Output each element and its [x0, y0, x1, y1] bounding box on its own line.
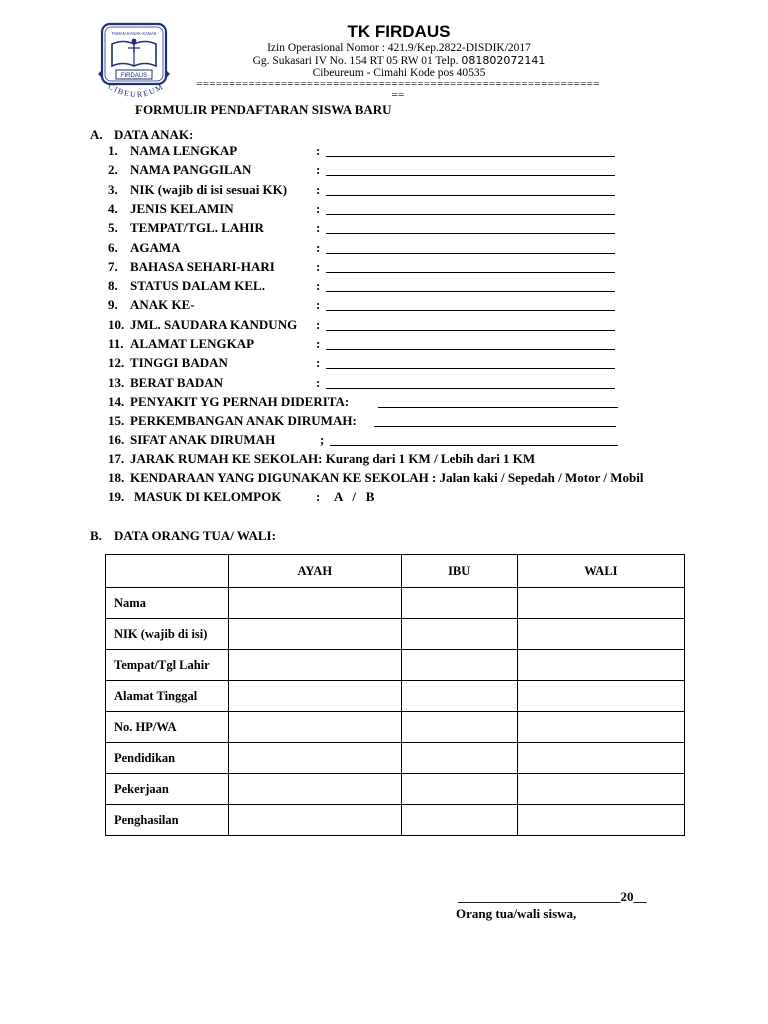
list-item-19	[108, 489, 375, 505]
item-label: PENYAKIT YG PERNAH DIDERITA:	[130, 394, 350, 409]
list-item-3	[108, 181, 321, 198]
phone-number: 081802072141	[461, 54, 546, 67]
cell-ayah[interactable]	[229, 712, 402, 743]
answer-line[interactable]	[326, 310, 615, 311]
cell-wali[interactable]	[517, 712, 684, 743]
answer-line[interactable]	[330, 445, 618, 446]
section-b-title	[90, 528, 276, 544]
answer-line[interactable]	[326, 233, 615, 234]
address-text: Gg. Sukasari IV No. 154 RT 05 RW 01 Telp.	[252, 55, 459, 67]
cell-wali[interactable]	[517, 650, 684, 681]
item-colon: :	[316, 355, 321, 371]
item-colon: :	[316, 374, 321, 390]
answer-line[interactable]	[326, 291, 615, 292]
school-city: Cibeureum - Cimahi Kode pos 40535	[312, 67, 486, 79]
item-number: 5.	[108, 220, 118, 236]
table-row	[106, 681, 685, 712]
list-item-16	[108, 432, 325, 448]
answer-line[interactable]	[326, 388, 615, 389]
answer-line[interactable]	[374, 426, 616, 427]
cell-ibu[interactable]	[401, 805, 517, 836]
item-number: 15.	[108, 413, 125, 428]
parent-data-table	[105, 554, 685, 836]
item-label: TEMPAT/TGL. LAHIR	[130, 220, 264, 236]
table-row	[106, 774, 685, 805]
answer-line[interactable]	[378, 407, 618, 408]
item-label: BAHASA SEHARI-HARI	[130, 258, 275, 274]
list-item-9	[108, 297, 321, 313]
answer-line[interactable]	[326, 156, 615, 157]
item-number: 7.	[108, 258, 118, 274]
list-item-17	[108, 451, 535, 467]
section-a-title	[90, 127, 193, 143]
logo-top-text: TAMAN KANAK-KANAK	[111, 31, 157, 36]
answer-line[interactable]	[326, 214, 615, 215]
item-number: 13.	[108, 374, 125, 390]
item-colon: :	[316, 162, 321, 178]
table-header-wali: WALI	[517, 555, 684, 588]
header-separator: ==============================================================	[196, 79, 600, 90]
table-row	[106, 650, 685, 681]
answer-line[interactable]	[326, 330, 615, 331]
table-row	[106, 805, 685, 836]
list-item-14	[108, 394, 349, 410]
row-label: NIK (wajib di isi)	[106, 619, 229, 650]
cell-ibu[interactable]	[401, 681, 517, 712]
answer-line[interactable]	[326, 195, 615, 196]
item-number: 6.	[108, 239, 118, 255]
item-colon: :	[316, 278, 321, 294]
item-number: 17.	[108, 451, 125, 466]
cell-wali[interactable]	[517, 805, 684, 836]
item-number: 19.	[108, 489, 125, 504]
cell-ayah[interactable]	[229, 743, 402, 774]
item-label: KENDARAAN YANG DIGUNAKAN KE SEKOLAH : Jalan kaki / Sepedah / Motor / Mobil	[130, 470, 644, 485]
cell-wali[interactable]	[517, 743, 684, 774]
row-label: Alamat Tinggal	[106, 681, 229, 712]
item-colon: :	[316, 220, 321, 236]
item-label: STATUS DALAM KEL.	[130, 278, 265, 294]
cell-ibu[interactable]	[401, 588, 517, 619]
list-item-15	[108, 413, 357, 429]
section-b-letter: B.	[90, 528, 102, 543]
item-colon: :	[316, 316, 321, 332]
table-header-row	[106, 555, 685, 588]
list-item-2	[108, 162, 321, 178]
cell-ibu[interactable]	[401, 650, 517, 681]
list-item-7	[108, 258, 321, 275]
cell-ibu[interactable]	[401, 619, 517, 650]
item-label: NAMA LENGKAP	[130, 143, 238, 158]
item-label: SIFAT ANAK DIRUMAH	[130, 432, 276, 447]
item-colon: :	[316, 258, 321, 274]
license-number: Izin Operasional Nomor : 421.9/Kep.2822-DISDIK/2017	[267, 42, 531, 54]
item-label: PERKEMBANGAN ANAK DIRUMAH:	[130, 413, 357, 428]
table-header-ibu: IBU	[401, 555, 517, 588]
item-colon: :	[316, 200, 321, 216]
cell-ibu[interactable]	[401, 774, 517, 805]
item-colon: :	[316, 336, 321, 351]
cell-ayah[interactable]	[229, 588, 402, 619]
group-options[interactable]: A / B	[334, 489, 375, 504]
item-label: JML. SAUDARA KANDUNG	[130, 316, 298, 332]
cell-ibu[interactable]	[401, 743, 517, 774]
list-item-13	[108, 374, 321, 391]
cell-ayah[interactable]	[229, 774, 402, 805]
school-logo	[90, 20, 182, 106]
section-b-heading: DATA ORANG TUA/ WALI:	[114, 528, 276, 543]
list-item-4	[108, 200, 321, 217]
item-number: 3.	[108, 181, 118, 197]
list-item-8	[108, 278, 321, 294]
item-label: JENIS KELAMIN	[130, 200, 234, 216]
logo-arc-text: CIBEUREUM	[106, 81, 166, 100]
cell-ayah[interactable]	[229, 619, 402, 650]
logo-band-text: FIRDAUS	[120, 73, 148, 79]
row-label: Tempat/Tgl Lahir	[106, 650, 229, 681]
item-number: 10.	[108, 316, 125, 332]
item-label: ALAMAT LENGKAP	[130, 336, 255, 351]
item-colon: :	[316, 181, 321, 197]
item-label: AGAMA	[130, 239, 181, 255]
cell-wali[interactable]	[517, 588, 684, 619]
answer-line[interactable]	[326, 368, 615, 369]
item-label: ANAK KE-	[130, 297, 195, 313]
table-header-ayah: AYAH	[229, 555, 402, 588]
list-item-18	[108, 470, 643, 486]
row-label: No. HP/WA	[106, 712, 229, 743]
item-colon: :	[316, 239, 321, 255]
table-row	[106, 588, 685, 619]
item-label: JARAK RUMAH KE SEKOLAH: Kurang dari 1 KM / Lebih dari 1 KM	[130, 451, 536, 466]
cell-wali[interactable]	[517, 619, 684, 650]
section-a-heading: DATA ANAK:	[114, 127, 194, 142]
answer-line[interactable]	[326, 175, 615, 176]
item-colon: :	[316, 489, 321, 504]
list-item-5	[108, 220, 321, 236]
row-label: Nama	[106, 588, 229, 619]
cell-ibu[interactable]	[401, 712, 517, 743]
item-number: 2.	[108, 162, 118, 178]
item-label: MASUK DI KELOMPOK	[134, 489, 282, 504]
row-label: Penghasilan	[106, 805, 229, 836]
signature-date-line[interactable]: _________________________20__	[458, 889, 647, 904]
list-item-1	[108, 143, 321, 159]
item-number: 14.	[108, 394, 125, 409]
item-label: NIK (wajib di isi sesuai KK)	[130, 181, 288, 197]
item-number: 9.	[108, 297, 118, 313]
cell-ayah[interactable]	[229, 805, 402, 836]
item-number: 1.	[108, 143, 118, 158]
item-colon: :	[316, 297, 321, 313]
item-number: 11.	[108, 336, 124, 351]
signature-label: Orang tua/wali siswa,	[456, 906, 577, 921]
answer-line[interactable]	[326, 253, 615, 254]
answer-line[interactable]	[326, 349, 615, 350]
table-row	[106, 712, 685, 743]
table-header-blank	[106, 555, 229, 588]
cell-wali[interactable]	[517, 681, 684, 712]
row-label: Pekerjaan	[106, 774, 229, 805]
list-item-12	[108, 355, 321, 371]
item-number: 8.	[108, 278, 118, 294]
item-number: 4.	[108, 200, 118, 216]
table-row	[106, 619, 685, 650]
row-label: Pendidikan	[106, 743, 229, 774]
form-title: FORMULIR PENDAFTARAN SISWA BARU	[135, 102, 392, 117]
item-colon: :	[316, 143, 321, 158]
list-item-11	[108, 336, 321, 352]
cell-wali[interactable]	[517, 774, 684, 805]
item-colon: ;	[320, 432, 325, 447]
list-item-6	[108, 239, 321, 256]
header-separator-tail: ==	[391, 90, 405, 101]
item-label: BERAT BADAN	[130, 374, 224, 390]
school-address	[180, 54, 618, 68]
list-item-10	[108, 316, 321, 333]
item-number: 18.	[108, 470, 125, 485]
cell-ayah[interactable]	[229, 650, 402, 681]
table-row	[106, 743, 685, 774]
school-name: TK FIRDAUS	[347, 22, 451, 41]
item-label: NAMA PANGGILAN	[130, 162, 252, 178]
answer-line[interactable]	[326, 272, 615, 273]
item-number: 16.	[108, 432, 125, 447]
item-number: 12.	[108, 355, 125, 371]
item-label: TINGGI BADAN	[130, 355, 228, 371]
cell-ayah[interactable]	[229, 681, 402, 712]
section-a-letter: A.	[90, 127, 103, 142]
